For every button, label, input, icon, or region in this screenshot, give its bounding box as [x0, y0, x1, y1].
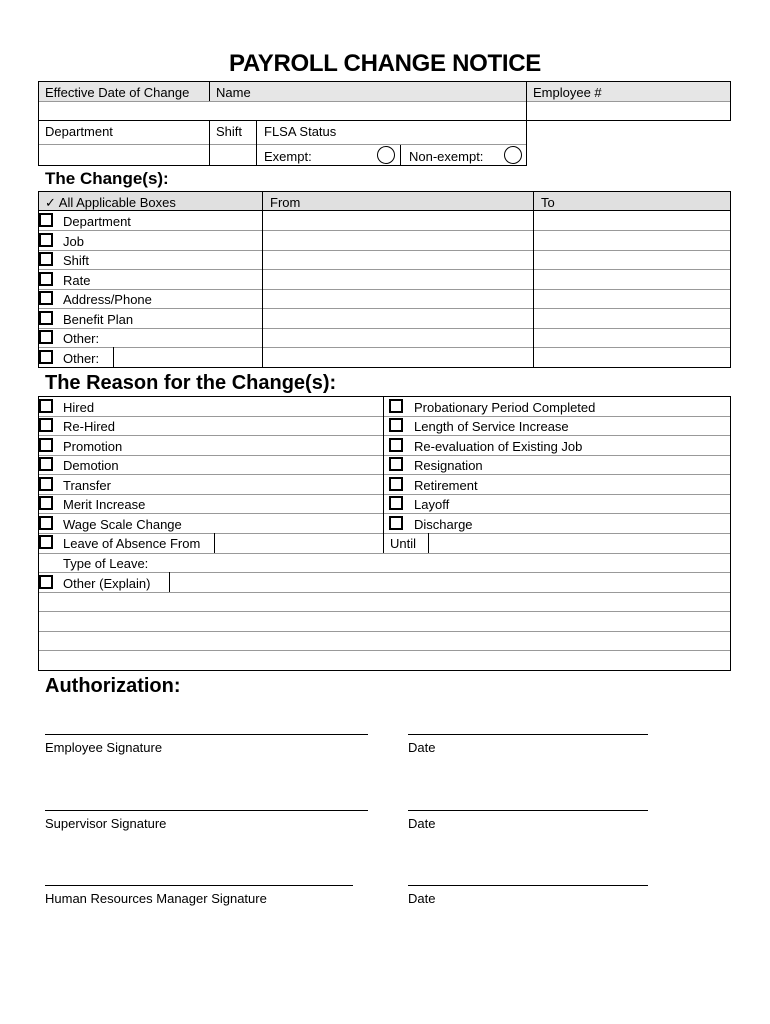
reason-retirement-checkbox[interactable] — [389, 477, 403, 491]
change-department-checkbox[interactable] — [39, 213, 53, 227]
other-explain-label: Other (Explain) — [63, 576, 151, 591]
reason-length-of-service-checkbox[interactable] — [389, 418, 403, 432]
hr-signature-label: Human Resources Manager Signature — [45, 891, 267, 906]
change-item-label: Shift — [63, 253, 90, 268]
reason-promotion-checkbox[interactable] — [39, 438, 53, 452]
change-item-label: Department — [63, 214, 131, 229]
date-label: Date — [408, 816, 436, 831]
reason-label: Layoff — [414, 497, 450, 512]
reason-demotion-checkbox[interactable] — [39, 457, 53, 471]
until-label: Until — [390, 536, 417, 551]
supervisor-signature-line[interactable] — [45, 810, 368, 811]
supervisor-date-line[interactable] — [408, 810, 648, 811]
change-shift-checkbox[interactable] — [39, 252, 53, 266]
change-other-1-checkbox[interactable] — [39, 330, 53, 344]
change-benefit-plan-checkbox[interactable] — [39, 311, 53, 325]
reason-label: Merit Increase — [63, 497, 146, 512]
date-label: Date — [408, 891, 436, 906]
change-job-checkbox[interactable] — [39, 233, 53, 247]
reason-label: Discharge — [414, 517, 473, 532]
shift-label: Shift — [216, 124, 243, 139]
employee-signature-label: Employee Signature — [45, 740, 163, 755]
reason-leave-of-absence-checkbox[interactable] — [39, 535, 53, 549]
reason-label: Wage Scale Change — [63, 517, 182, 532]
reason-label: Length of Service Increase — [414, 419, 569, 434]
flsa-status-label: FLSA Status — [264, 124, 337, 139]
reason-label: Probationary Period Completed — [414, 400, 596, 415]
reason-probationary-checkbox[interactable] — [389, 399, 403, 413]
reason-wage-scale-checkbox[interactable] — [39, 516, 53, 530]
change-item-label: Job — [63, 234, 84, 249]
non-exempt-radio[interactable] — [504, 146, 522, 164]
reason-label: Transfer — [63, 478, 111, 493]
employee-signature-line[interactable] — [45, 734, 368, 735]
reason-rehired-checkbox[interactable] — [39, 418, 53, 432]
reason-resignation-checkbox[interactable] — [389, 457, 403, 471]
reason-label: Re-Hired — [63, 419, 116, 434]
to-header: To — [541, 195, 555, 210]
name-label: Name — [216, 85, 251, 100]
change-address-phone-checkbox[interactable] — [39, 291, 53, 305]
change-other-2-checkbox[interactable] — [39, 350, 53, 364]
change-rate-checkbox[interactable] — [39, 272, 53, 286]
reason-label: Promotion — [63, 439, 123, 454]
reason-hired-checkbox[interactable] — [39, 399, 53, 413]
leave-of-absence-label: Leave of Absence From — [63, 536, 201, 551]
page-title: PAYROLL CHANGE NOTICE — [229, 50, 541, 77]
all-applicable-boxes-header: ✓ All Applicable Boxes — [45, 195, 176, 210]
change-item-label: Address/Phone — [63, 292, 152, 307]
hr-date-line[interactable] — [408, 885, 648, 886]
reason-label: Resignation — [414, 458, 483, 473]
hr-signature-line[interactable] — [45, 885, 353, 886]
change-item-label: Other: — [63, 351, 100, 366]
effective-date-label: Effective Date of Change — [45, 85, 190, 100]
date-label: Date — [408, 740, 436, 755]
supervisor-signature-label: Supervisor Signature — [45, 816, 167, 831]
employee-number-label: Employee # — [533, 85, 602, 100]
department-label: Department — [45, 124, 113, 139]
reason-transfer-checkbox[interactable] — [39, 477, 53, 491]
changes-heading: The Change(s): — [45, 169, 169, 188]
reason-label: Hired — [63, 400, 95, 415]
reason-discharge-checkbox[interactable] — [389, 516, 403, 530]
reason-label: Retirement — [414, 478, 478, 493]
authorization-heading: Authorization: — [45, 675, 181, 697]
reason-reevaluation-checkbox[interactable] — [389, 438, 403, 452]
non-exempt-label: Non-exempt: — [409, 149, 484, 164]
reason-label: Demotion — [63, 458, 119, 473]
exempt-radio[interactable] — [377, 146, 395, 164]
change-item-label: Other: — [63, 331, 100, 346]
reason-other-checkbox[interactable] — [39, 575, 53, 589]
change-item-label: Rate — [63, 273, 91, 288]
reason-merit-increase-checkbox[interactable] — [39, 496, 53, 510]
reason-layoff-checkbox[interactable] — [389, 496, 403, 510]
exempt-label: Exempt: — [264, 149, 312, 164]
from-header: From — [270, 195, 301, 210]
type-of-leave-label: Type of Leave: — [63, 556, 149, 571]
change-item-label: Benefit Plan — [63, 312, 134, 327]
employee-date-line[interactable] — [408, 734, 648, 735]
reasons-heading: The Reason for the Change(s): — [45, 372, 337, 394]
reason-label: Re-evaluation of Existing Job — [414, 439, 583, 454]
